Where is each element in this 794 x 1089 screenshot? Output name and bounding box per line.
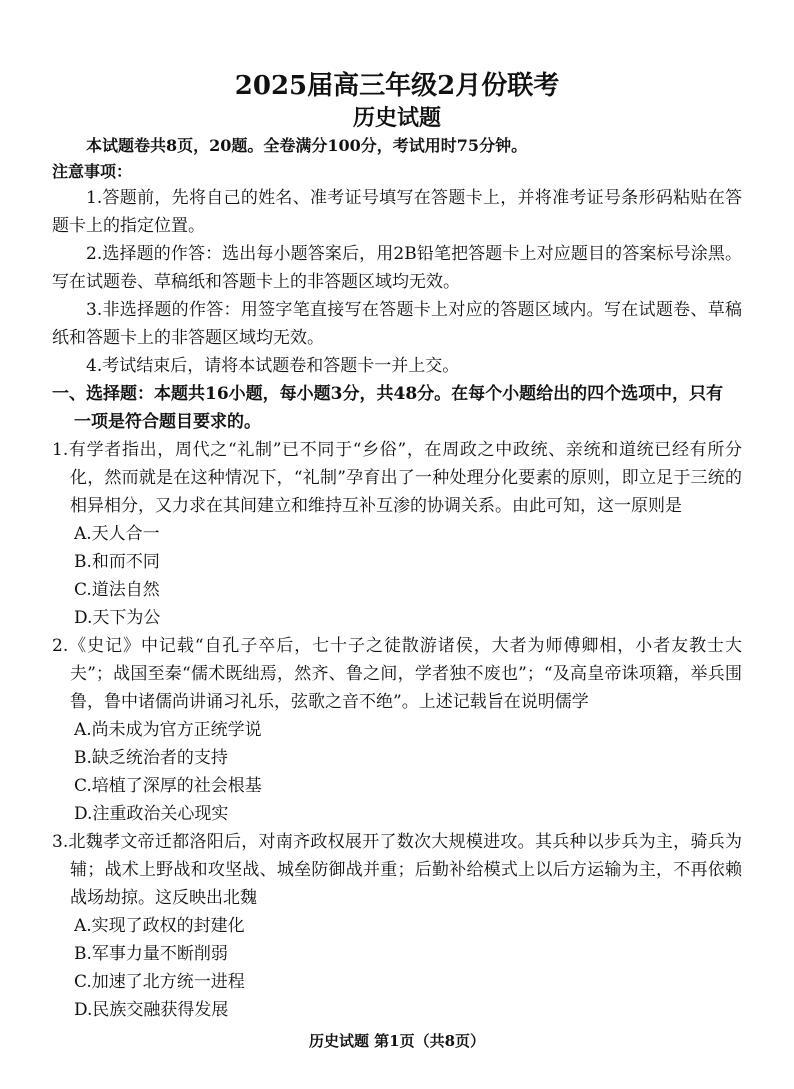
option-d: D.注重政治关心现实 (74, 804, 229, 824)
option-a: A.天人合一 (74, 524, 160, 544)
exam-subject: 历史试题 (352, 105, 441, 131)
question-3 (52, 828, 742, 1024)
question-1 (52, 436, 742, 632)
section-heading-line1: 一、选择题：本题共16小题，每小题3分，共48分。在每个小题给出的四个选项中，只有 (52, 384, 724, 404)
section-heading-line2: 一项是符合题目要求的。 (74, 412, 261, 432)
option-list (52, 716, 742, 828)
notice-heading: 注意事项： (52, 162, 133, 181)
option-c: C.加速了北方统一进程 (74, 972, 245, 992)
option-c: C.培植了深厚的社会根基 (74, 776, 262, 796)
notice-item: 2.选择题的作答：选出每小题答案后，用2B铅笔把答题卡上对应题目的答案标号涂黑。写在试题卷、草稿纸和答题卡上的非答题区域均无效。 (52, 244, 742, 292)
option-list (52, 912, 742, 1024)
exam-meta: 本试题卷共8页，20题。全卷满分100分，考试用时75分钟。 (86, 136, 528, 155)
option-b: B.军事力量不断削弱 (74, 944, 228, 964)
question-2 (52, 632, 742, 828)
question-stem: 1.有学者指出，周代之“礼制”已不同于“乡俗”，在周政之中政统、亲统和道统已经有所分化，然而就是在这种情况下，“礼制”孕育出了一种处理分化要素的原则，即立足于三统的相异相分，又力求在其间建立和维持互补互渗的协调关系。由此可知，这一原则是 (52, 440, 742, 516)
option-c: C.道法自然 (74, 580, 160, 600)
option-b: B.和而不同 (74, 552, 160, 572)
section-heading (52, 380, 742, 436)
option-a: A.实现了政权的封建化 (74, 916, 245, 936)
question-stem: 3.北魏孝文帝迁都洛阳后，对南齐政权展开了数次大规模进攻。其兵种以步兵为主，骑兵为辅；战术上野战和攻坚战、城垒防御战并重；后勤补给模式上以后方运输为主，不再依赖战场劫掠。这反映出北魏 (52, 832, 742, 908)
notice-item: 3.非选择题的作答：用签字笔直接写在答题卡上对应的答题区域内。写在试题卷、草稿纸和答题卡上的非答题区域均无效。 (52, 300, 742, 348)
option-d: D.天下为公 (74, 608, 161, 628)
option-d: D.民族交融获得发展 (74, 1000, 229, 1020)
exam-title: 2025届高三年级2月份联考 (234, 71, 560, 101)
option-b: B.缺乏统治者的支持 (74, 748, 228, 768)
option-list (52, 520, 742, 632)
notice-item: 1.答题前，先将自己的姓名、准考证号填写在答题卡上，并将准考证号条形码粘贴在答题卡上的指定位置。 (52, 188, 742, 236)
question-stem: 2.《史记》中记载“自孔子卒后，七十子之徒散游诸侯，大者为师傅卿相，小者友教士大夫”；战国至秦“儒术既绌焉，然齐、鲁之间，学者独不废也”；“及高皇帝诛项籍，举兵围鲁，鲁中诸儒尚讲诵习礼乐，弦歌之音不绝”。上述记载旨在说明儒学 (52, 636, 742, 712)
option-a: A.尚未成为官方正统学说 (74, 720, 262, 740)
notice-item: 4.考试结束后，请将本试题卷和答题卡一并上交。 (86, 356, 460, 376)
page-footer: 历史试题 第1页（共8页） (308, 1032, 486, 1050)
